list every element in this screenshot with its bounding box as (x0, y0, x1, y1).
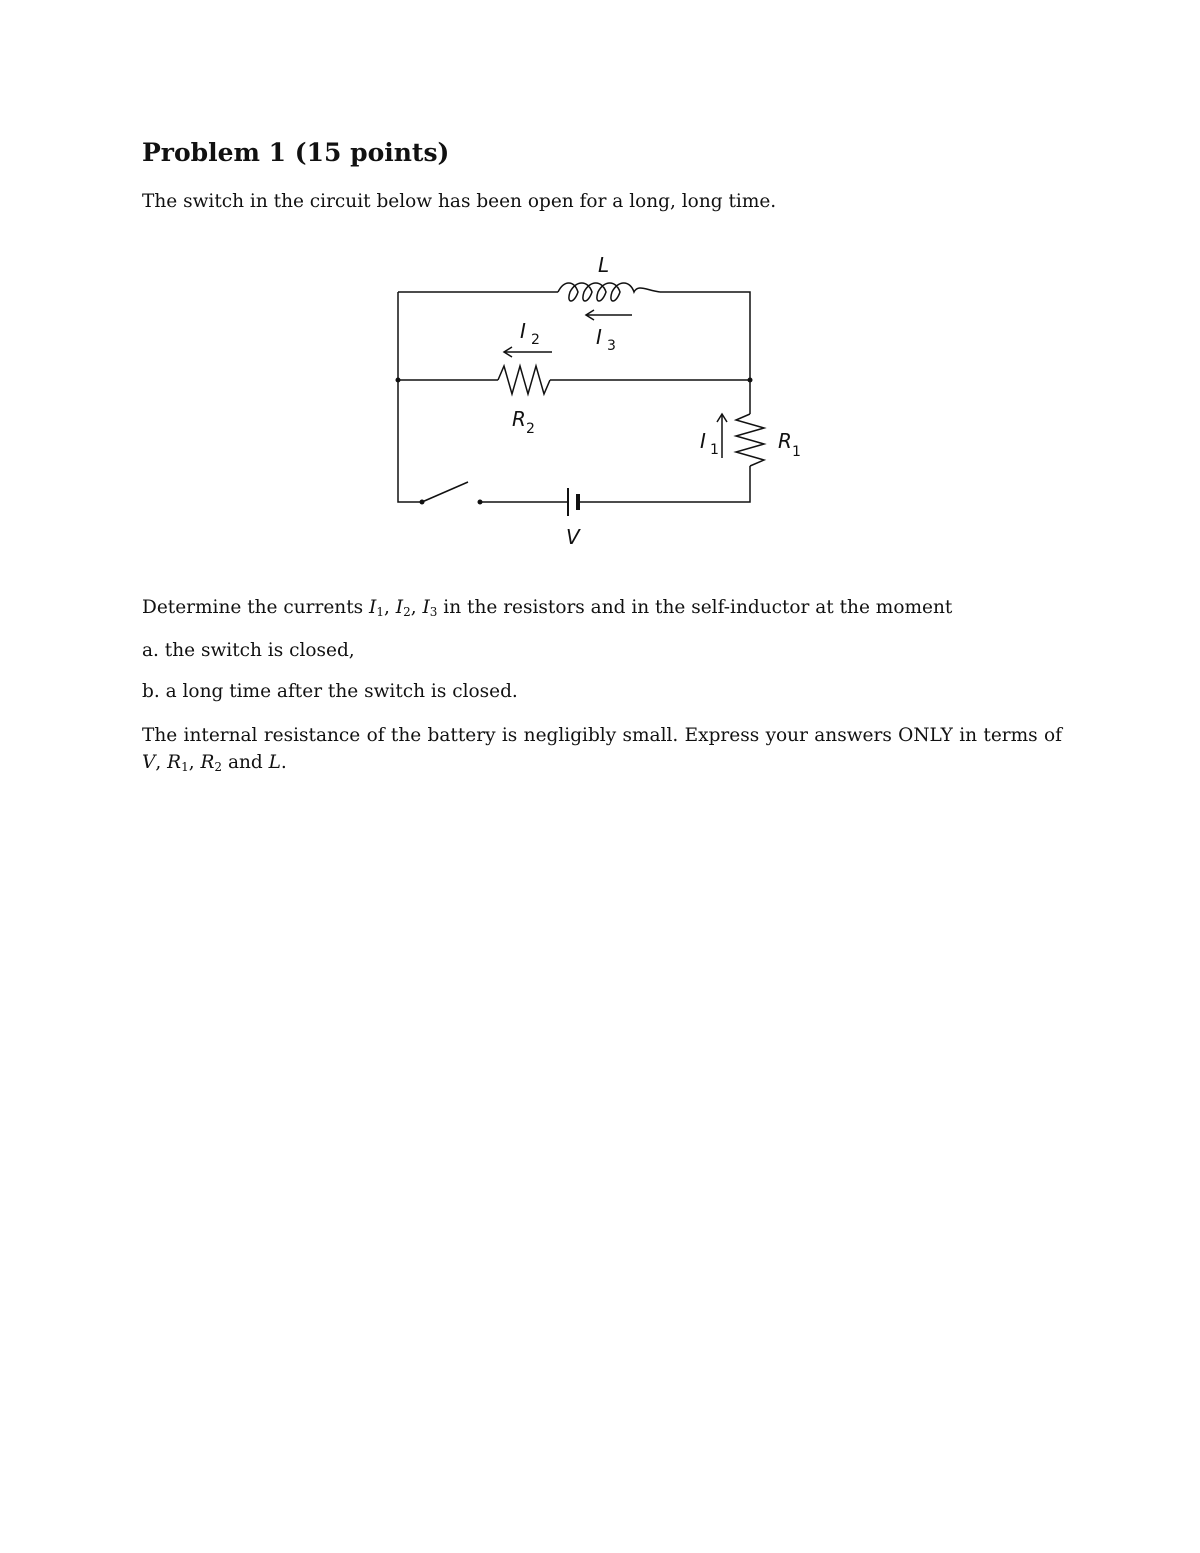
label-r1: R (778, 429, 792, 453)
junction-left (396, 378, 401, 383)
junction-right (748, 378, 753, 383)
switch-contact-right (478, 500, 483, 505)
resistor-r2 (498, 366, 550, 394)
part-a: a. the switch is closed, (142, 640, 355, 661)
note-text: The internal resistance of the battery is negligibly small. Express your answers ONLY in terms of V, $R_1$, $R_2$ and L. (142, 725, 1062, 774)
part-b: b. a long time after the switch is closed. (142, 681, 518, 702)
question-text: Determine the currents $I_1$, $I_2$, $I_3$ in the resistors and in the self-inductor at the moment (142, 597, 953, 619)
label-i1: I (700, 429, 706, 453)
wire-left (398, 292, 422, 502)
label-i3: I (596, 325, 602, 349)
intro-text: The switch in the circuit below has been open for a long, long time. (142, 191, 777, 212)
switch-lever (422, 482, 468, 502)
circuit-diagram (380, 240, 800, 560)
inductor-coil (558, 283, 660, 301)
label-i2: I (520, 319, 526, 343)
switch-contact-left (420, 500, 425, 505)
label-i3-sub: 3 (607, 338, 616, 354)
label-inductor: L (598, 253, 610, 277)
label-r2-sub: 2 (526, 421, 535, 437)
label-battery: V (566, 525, 580, 549)
label-i1-sub: 1 (710, 442, 719, 458)
label-r2: R (512, 407, 526, 431)
label-i2-sub: 2 (531, 332, 540, 348)
wire-right-lower (580, 466, 750, 502)
problem-title: Problem 1 (15 points) (142, 138, 450, 167)
wire-top-right (660, 292, 750, 380)
label-r1-sub: 1 (792, 444, 801, 460)
resistor-r1 (736, 414, 764, 466)
